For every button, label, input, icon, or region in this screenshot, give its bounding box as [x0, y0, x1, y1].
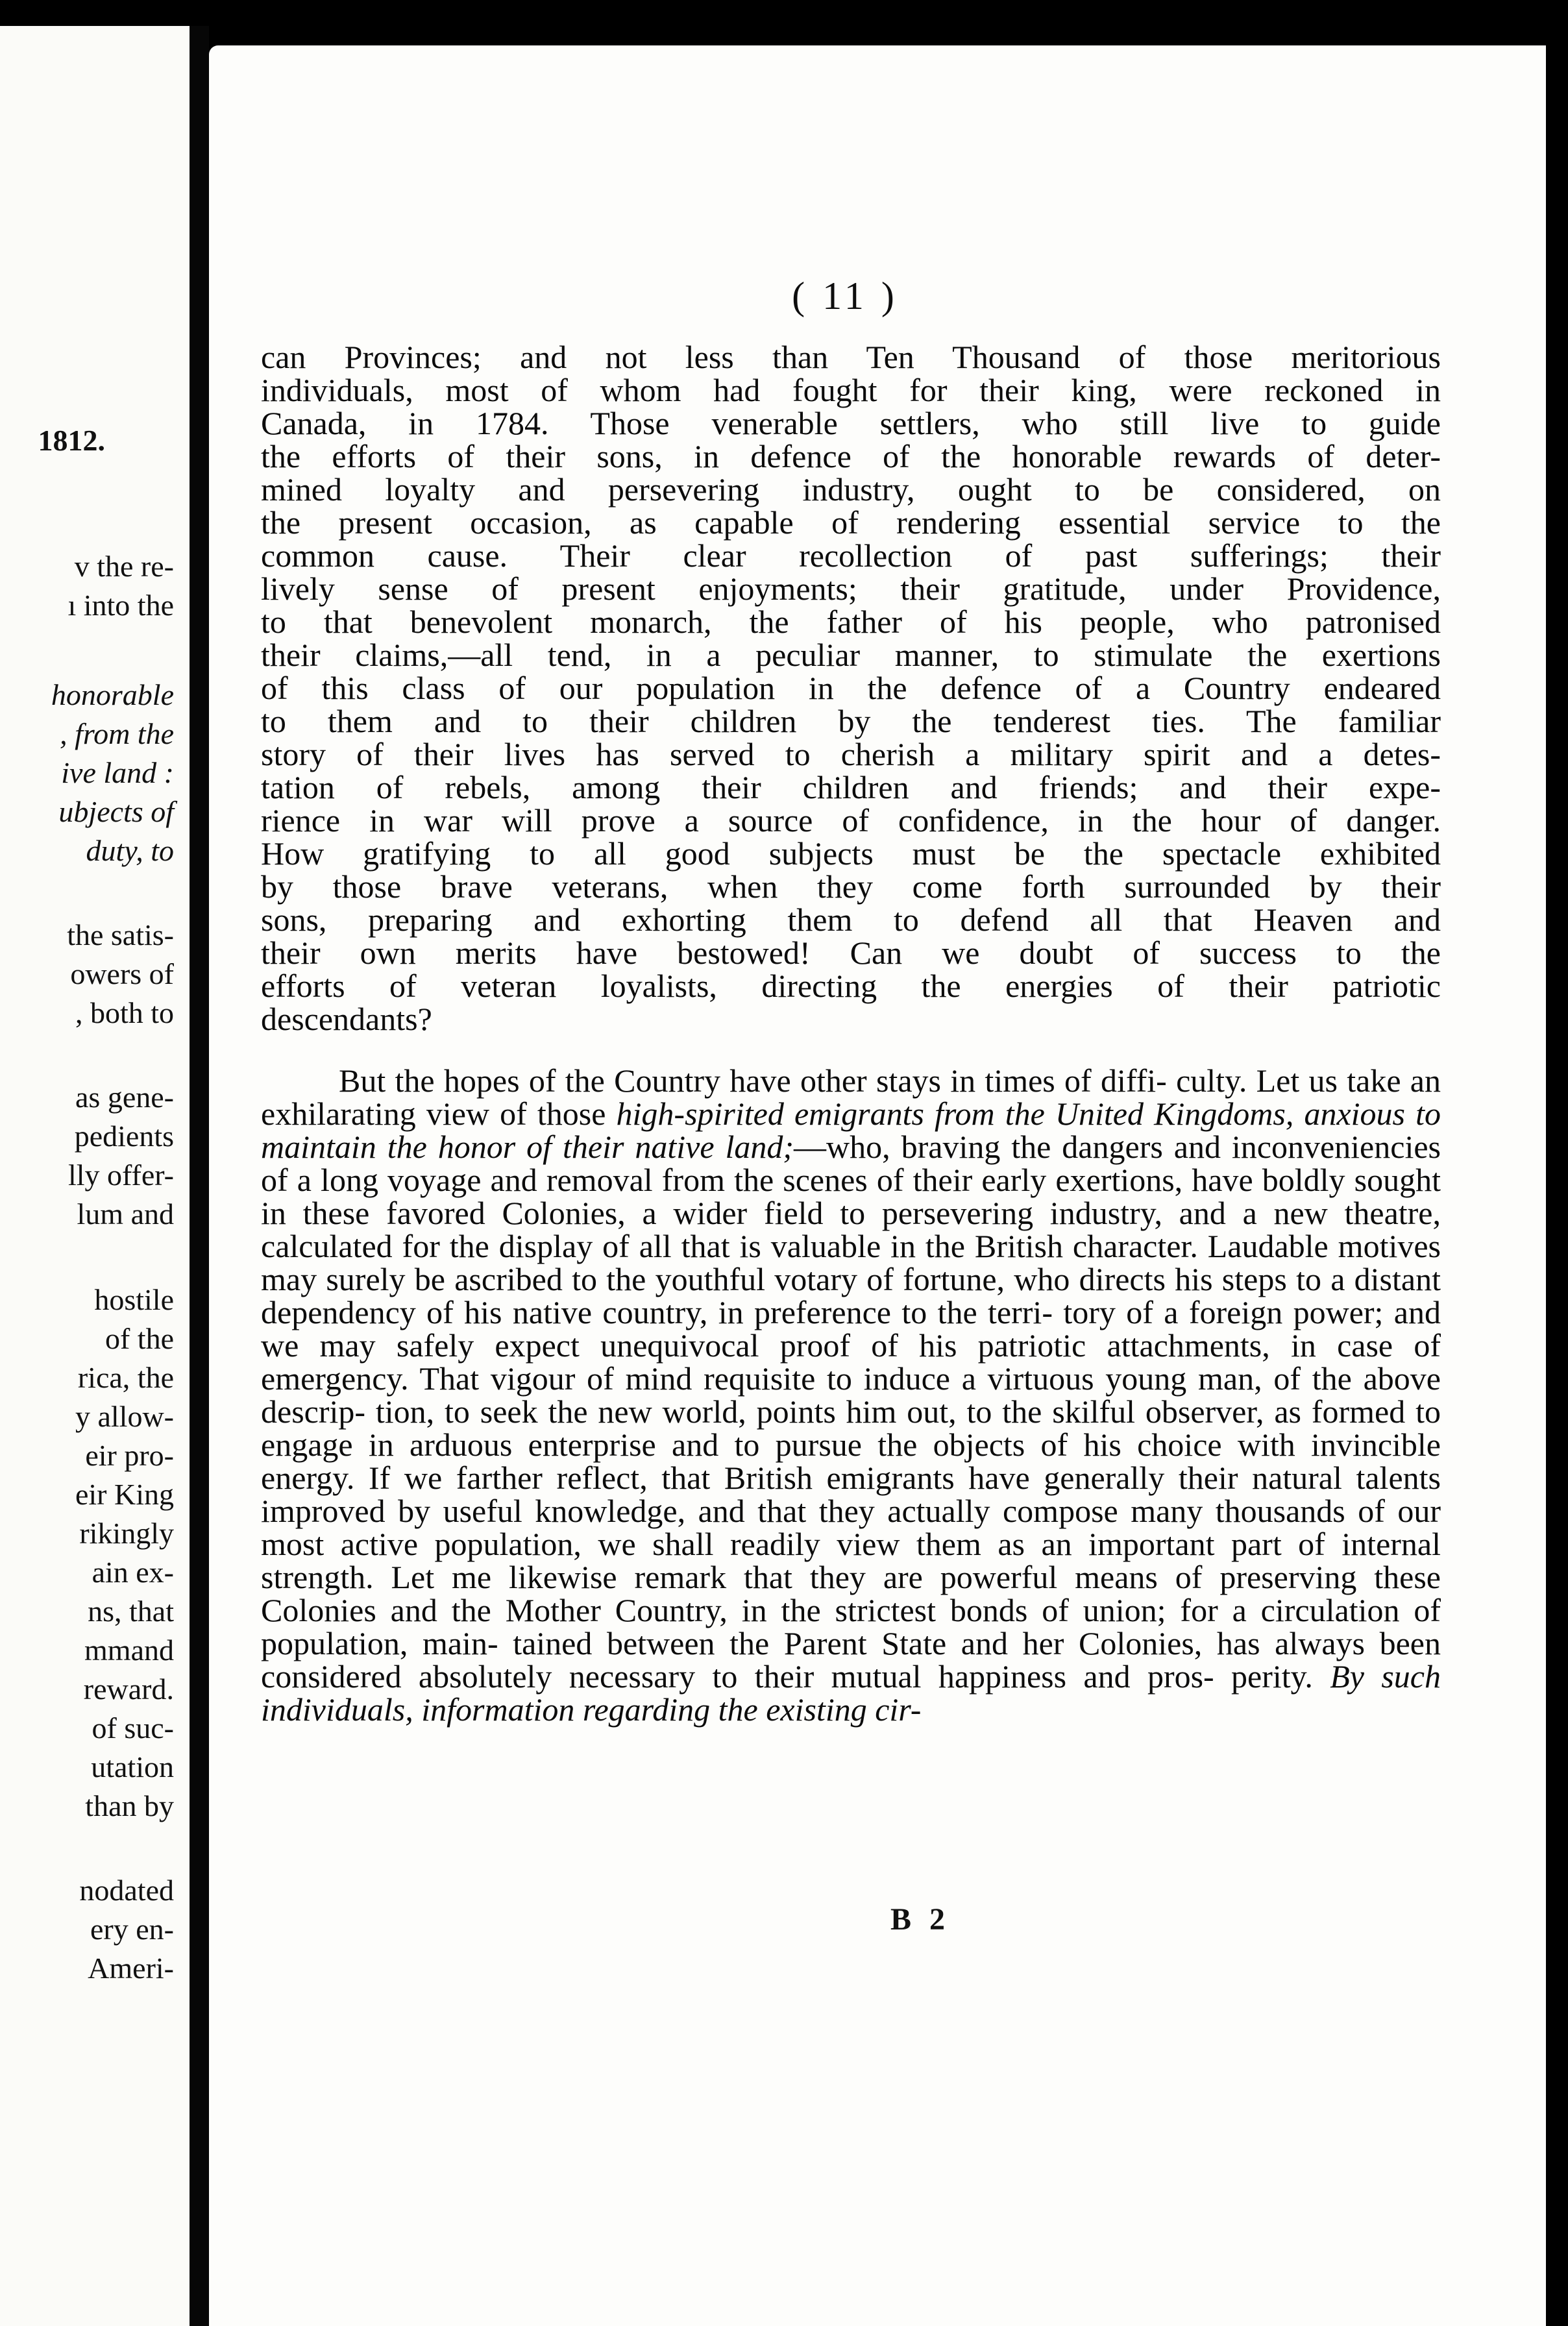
text-line: rience in war will prove a source of confidence, in the hour of danger.: [261, 802, 1441, 839]
verso-text-line: reward.: [83, 1672, 174, 1706]
verso-text-line: than by: [85, 1789, 174, 1822]
verso-text-line: , both to: [75, 996, 174, 1029]
paragraph-2-text-a: But the hopes of the Country have other stays in times of diffi- culty. Let us take an exhilarating view of those: [261, 1062, 1441, 1132]
verso-text-line: of the: [104, 1322, 174, 1355]
text-line: How gratifying to all good subjects must be the spectacle exhibited: [261, 835, 1441, 872]
verso-text-line: owers of: [70, 957, 174, 990]
verso-text-line: honorable: [51, 678, 174, 711]
text-line: mined loyalty and persevering industry, ought to be considered, on: [261, 471, 1441, 508]
verso-text-line: , from the: [60, 717, 174, 750]
verso-text-line: rica, the: [77, 1361, 174, 1394]
verso-text-line: eir King: [75, 1478, 174, 1511]
text-line: can Provinces; and not less than Ten Thousand of those meritorious: [261, 339, 1441, 375]
verso-text-line: duty, to: [86, 834, 174, 867]
verso-text-line: the satis-: [67, 918, 174, 951]
verso-text-line: as gene-: [75, 1081, 174, 1114]
verso-text-line: y allow-: [75, 1400, 174, 1433]
verso-text-line: rikingly: [79, 1517, 174, 1550]
verso-text-line: lly offer-: [68, 1158, 174, 1192]
paragraph-2-italic-b: By such individuals, information regarding the existing cir-: [261, 1658, 1441, 1728]
book-gutter: [190, 26, 209, 2326]
text-line: the efforts of their sons, in defence of the honorable rewards of deter-: [261, 438, 1441, 474]
text-line: their own merits have bestowed! Can we doubt of success to the: [261, 935, 1441, 971]
text-line: efforts of veteran loyalists, directing the energies of their patriotic: [261, 968, 1441, 1004]
verso-text-line: hostile: [94, 1283, 174, 1316]
verso-text-line: eir pro-: [85, 1439, 174, 1472]
paragraph-2: [261, 1064, 1441, 1726]
text-line: of this class of our population in the defence of a Country endeared: [261, 670, 1441, 706]
verso-year: 1812.: [38, 424, 105, 457]
verso-text-line: ubjects of: [58, 795, 174, 828]
verso-text-line: nodated: [79, 1874, 174, 1907]
text-line: sons, preparing and exhorting them to defend all that Heaven and: [261, 901, 1441, 938]
text-line: to that benevolent monarch, the father of his people, who patronised: [261, 604, 1441, 640]
text-line: tation of rebels, among their children and friends; and their expe-: [261, 769, 1441, 805]
verso-text-line: pedients: [74, 1120, 174, 1153]
page: [209, 45, 1546, 2326]
text-line: Canada, in 1784. Those venerable settlers, who still live to guide: [261, 405, 1441, 441]
verso-text-line: ain ex-: [92, 1556, 174, 1589]
verso-text-line: lum and: [77, 1197, 174, 1230]
text-line: story of their lives has served to cherish a military spirit and a detes-: [261, 736, 1441, 772]
verso-text-line: ı into the: [67, 589, 174, 622]
body-text: [261, 341, 1441, 1726]
verso-text-line: ns, that: [88, 1595, 174, 1628]
verso-text-line: of suc-: [92, 1711, 174, 1744]
text-line: to them and to their children by the tenderest ties. The familiar: [261, 703, 1441, 739]
verso-text-line: mmand: [84, 1634, 174, 1667]
text-line: individuals, most of whom had fought for their king, were reckoned in: [261, 372, 1441, 408]
verso-text-line: v the re-: [74, 550, 174, 583]
previous-page-fragment: [0, 26, 190, 2326]
signature-mark: B 2: [890, 1902, 951, 1937]
paragraph-2-text-b: —who, braving the dangers and inconveniencies of a long voyage and removal from the scenes of their early exertions, have boldly sought in these favored Colonies, a wider field to persevering industry, and a new theatre, calculated for the display of all that is valuable in the British character. Laudable motives may surely be ascribed to the youthful votary of fortune, who directs his steps to a distant dependency of his native country, in preference to the terri- tory of a foreign power; and we may safely expect unequivocal proof of his patriotic attachments, in case of emergency. That vigour of mind requisite to induce a virtuous young man, of the above descrip- tion, to seek the new world, points him out, to the skilful observer, as formed to engage in arduous enterprise and to pursue the objects of his choice with invincible energy. If we farther reflect, that British emigrants have generally their natural talents improved by useful knowledge, and that they actually compose many thousands of our most active population, we shall readily view them as an important part of internal strength. Let me likewise remark that they are powerful means of preserving these Colonies and the Mother Country, in the strictest bonds of union; for a circulation of population, main- tained between the Parent State and her Colonies, has always been considered absolutely necessary to their mutual happiness and pros- perity.: [261, 1129, 1441, 1695]
text-line: their claims,—all tend, in a peculiar manner, to stimulate the exertions: [261, 637, 1441, 673]
verso-text-line: Ameri-: [88, 1952, 174, 1985]
text-line: descendants?: [261, 1001, 432, 1037]
verso-text-line: utation: [91, 1750, 174, 1783]
verso-text-line: ive land :: [61, 756, 174, 789]
text-line: lively sense of present enjoyments; their gratitude, under Providence,: [261, 570, 1441, 607]
verso-text-line: ery en-: [90, 1913, 174, 1946]
paragraph-1: [261, 341, 1441, 1036]
text-line: the present occasion, as capable of rendering essential service to the: [261, 504, 1441, 541]
page-number: ( 11 ): [792, 275, 898, 317]
text-line: common cause. Their clear recollection of past sufferings; their: [261, 537, 1441, 574]
text-line: by those brave veterans, when they come forth surrounded by their: [261, 868, 1441, 905]
paragraph-2-italic-a: high-spirited emigrants from the United Kingdoms, anxious to maintain the honor of their native land;: [261, 1096, 1441, 1165]
